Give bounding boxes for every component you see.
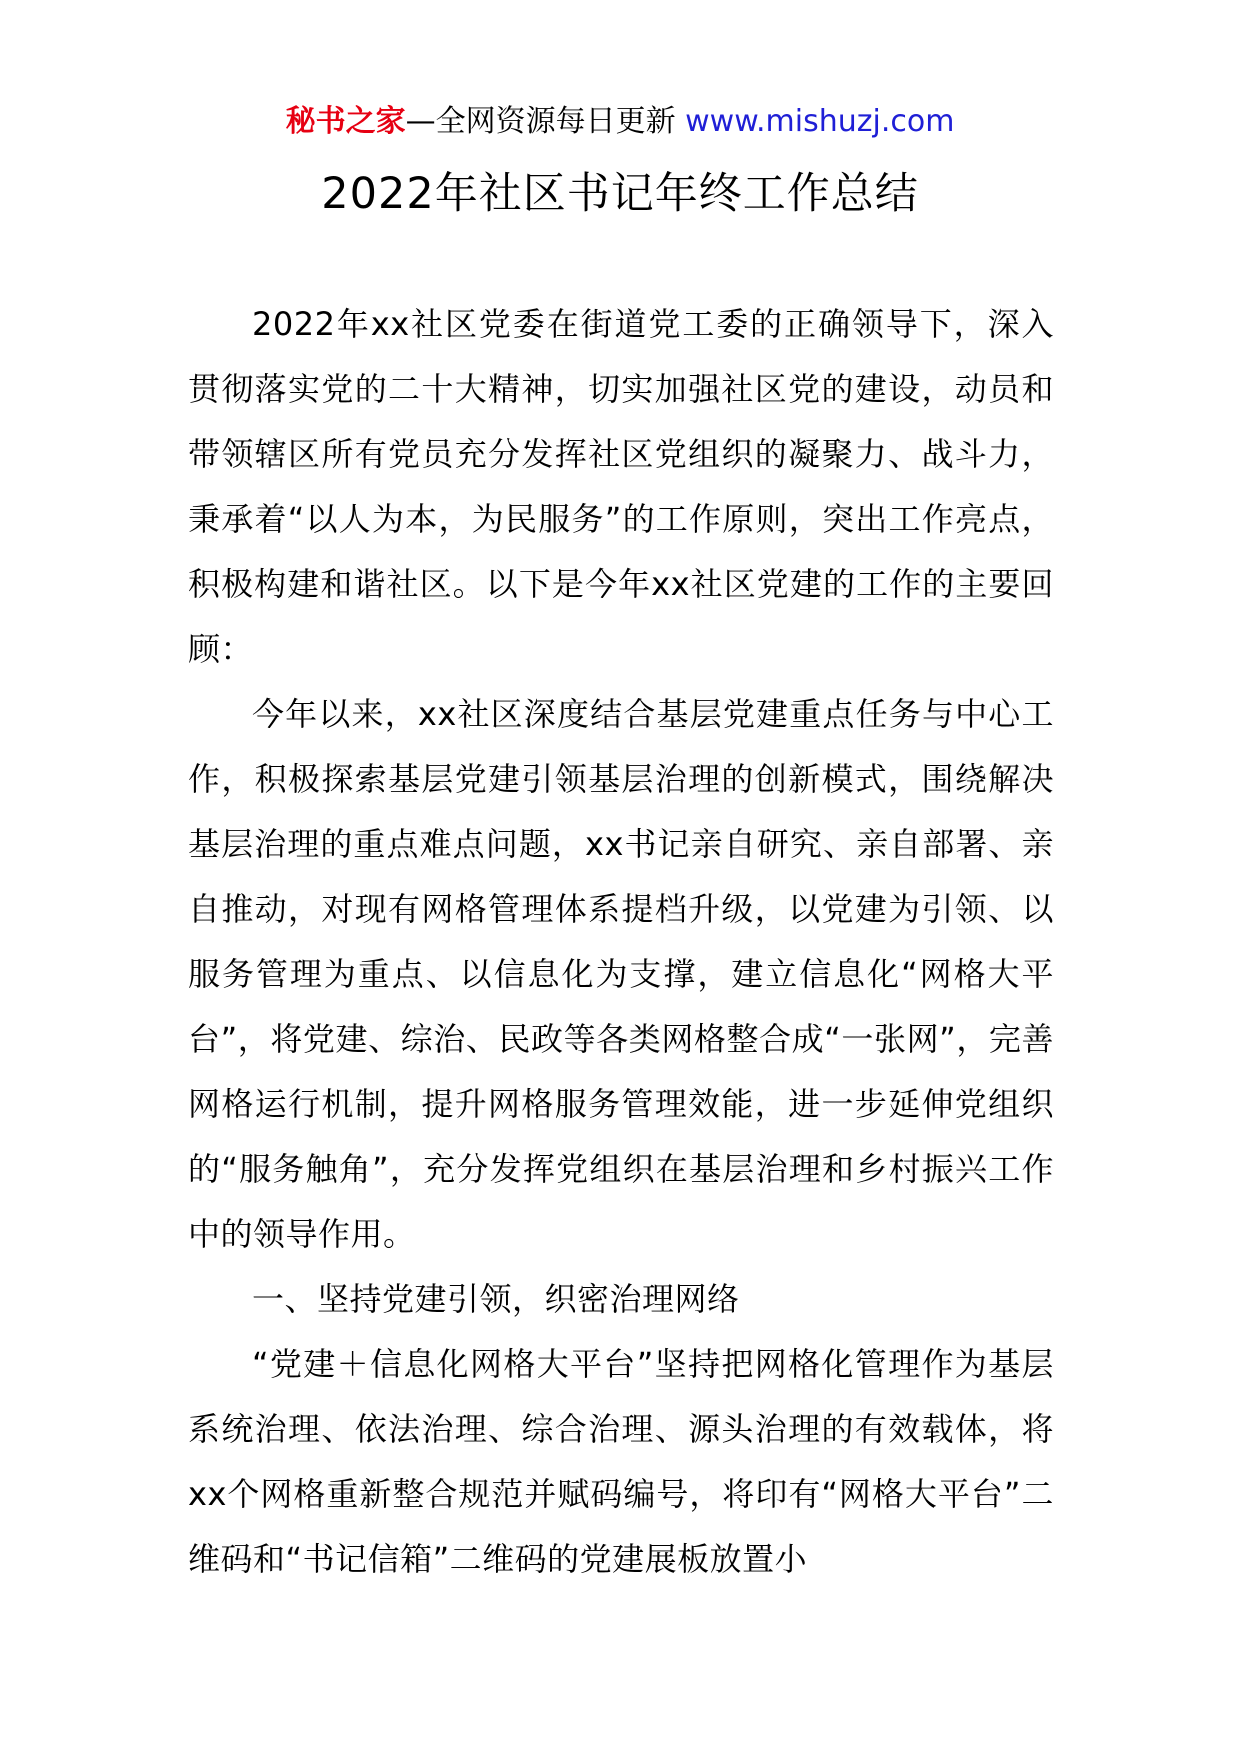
section-heading-1: 一、坚持党建引领，织密治理网络 <box>252 1280 740 1318</box>
paragraph-section-1: “党建＋信息化网格大平台”坚持把网格化管理作为基层系统治理、依法治理、综合治理、源头治理的有效载体，将xx个网格重新整合规范并赋码编号，将印有“网格大平台”二维码和“书记信箱”二维码的党建展板放置小 <box>188 1345 1054 1578</box>
document-title: 2022年社区书记年终工作总结 <box>321 169 919 219</box>
document-body <box>188 292 1054 1592</box>
site-header <box>0 100 1240 144</box>
site-tagline: —全网资源每日更新 <box>405 104 686 139</box>
site-url-link[interactable]: www.mishuzj.com <box>685 104 955 139</box>
paragraph-overview: 今年以来，xx社区深度结合基层党建重点任务与中心工作，积极探索基层党建引领基层治理的创新模式，围绕解决基层治理的重点难点问题，xx书记亲自研究、亲自部署、亲自推动，对现有网格管理体系提档升级，以党建为引领、以服务管理为重点、以信息化为支撑，建立信息化“网格大平台”，将党建、综治、民政等各类网格整合成“一张网”，完善网格运行机制，提升网格服务管理效能，进一步延伸党组织的“服务触角”，充分发挥党组织在基层治理和乡村振兴工作中的领导作用。 <box>188 695 1054 1253</box>
site-brand: 秘书之家 <box>285 104 406 139</box>
paragraph-intro: 2022年xx社区党委在街道党工委的正确领导下，深入贯彻落实党的二十大精神，切实加强社区党的建设，动员和带领辖区所有党员充分发挥社区党组织的凝聚力、战斗力，秉承着“以人为本，为民服务”的工作原则，突出工作亮点，积极构建和谐社区。以下是今年xx社区党建的工作的主要回顾： <box>188 305 1054 668</box>
